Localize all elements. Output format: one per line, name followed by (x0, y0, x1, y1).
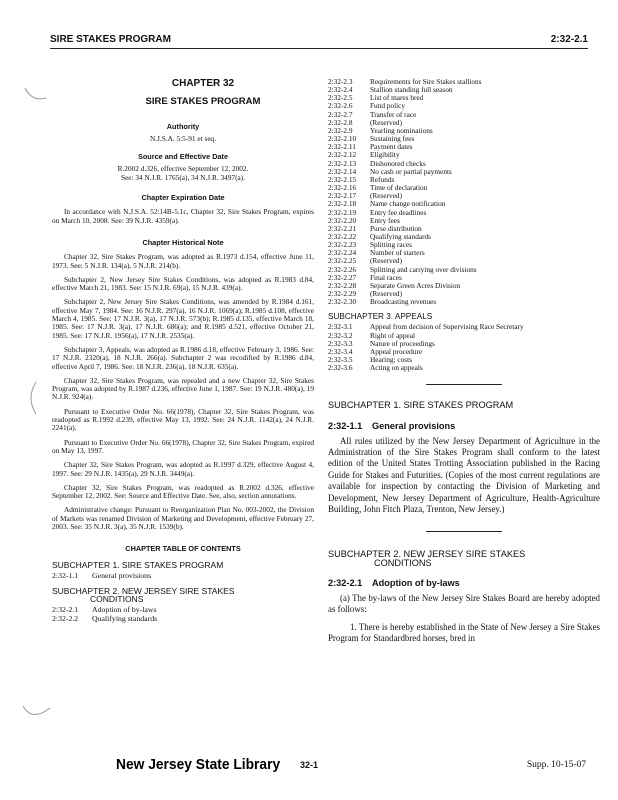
toc-entry: 2:32-2.22 Qualifying standards (328, 231, 431, 241)
toc-entry: 2:32-2.26 Splitting and carrying over divisions (328, 264, 477, 274)
toc-entry: 2:32-3.4 Appeal procedure (328, 346, 423, 356)
toc-entry: 2:32-3.5 Hearing; costs (328, 355, 412, 365)
toc-entry: 2:32-2.18 Name change notification (328, 199, 446, 209)
toc-entry: 2:32-2.11 Payment dates (328, 142, 413, 152)
history-note: Chapter 32, Sire Stakes Program, was adopted as R.1997 d.329, effective August 4, 1997. See: 29 N.J.R. 1435(a), 29 N.J.R. 3449(a). (52, 460, 314, 478)
toc-entry: 2:32-2.21 Purse distribution (328, 223, 422, 233)
section-divider (426, 384, 502, 385)
section-text: (a) The by-laws of the New Jersey Sire Stakes Board are hereby adopted as follows: (328, 592, 600, 615)
toc-entry: 2:32-1.1 General provisions (52, 570, 152, 580)
history-note: Pursuant to Executive Order No. 66(1978), Chapter 32, Sire Stakes Program, was readopted as R.1992 d.239, effective May 13, 1992. See: 24 N.J.R. 1142(a), 24 N.J.R. 2241(a). (52, 406, 314, 433)
toc-subchapter-2: SUBCHAPTER 2. NEW JERSEY SIRE STAKES CONDITIONS (52, 585, 235, 605)
toc-entry: 2:32-3.6 Acting on appeals (328, 363, 423, 373)
right-column (328, 78, 600, 644)
toc-entry: 2:32-2.23 Splitting races (328, 240, 412, 250)
toc-entry: 2:32-2.10 Sustaining fees (328, 134, 415, 144)
section-heading: 2:32-2.1 Adoption of by-laws (328, 577, 460, 588)
authority-text: N.J.S.A. 5:5-91 et seq. (149, 133, 217, 143)
toc-entry: 2:32-2.17 (Reserved) (328, 191, 403, 201)
history-note: Pursuant to Executive Order No. 66(1978), Chapter 32, Sire Stakes Program, expired on May 13, 1997. (52, 437, 314, 455)
section-text: 1. There is hereby established in the State of New Jersey a Sire Stakes Program for Standardbred horses, bred in (328, 621, 600, 643)
toc-entry: 2:32-2.12 Eligibility (328, 150, 400, 160)
page-number: 32-1 (300, 760, 319, 770)
history-note: Chapter 32, Sire Stakes Program, was repealed and a new Chapter 32, Sire Stakes Program, was adopted by R.1987 d.236, effective June 1, 1987. See: 19 N.J.R. 480(a), 19 N.J.R. 924(a). (52, 375, 314, 402)
running-head-title: SIRE STAKES PROGRAM (50, 34, 171, 45)
toc-entry: 2:32-3.3 Nature of proceedings (328, 338, 435, 348)
history-heading: Chapter Historical Note (142, 237, 224, 247)
history-note: Subchapter 3, Appeals, was adopted as R.1986 d.18, effective February 3, 1986. See: 17 N.J.R. 2320(a), 18 N.J.R. 266(a). Subchapter 2 was recodified by R.1986 d.84, effective April 7, 1986. See: 18 N.J.R. 236(a), 18 N.J.R. 635(a). (52, 344, 314, 371)
expiration-heading: Chapter Expiration Date (141, 193, 225, 203)
source-heading: Source and Effective Date (137, 152, 229, 162)
toc-entry: 2:32-2.27 Final races (328, 272, 402, 282)
toc-entry: 2:32-2.19 Entry fee deadlines (328, 207, 427, 217)
expiration-text: In accordance with N.J.S.A. 52:14B-5.1c, Chapter 32, Sire Stakes Program, expires on March 10, 2008. See: 39 N.J.R. 4359(a). (52, 207, 314, 225)
toc-entry: 2:32-2.29 (Reserved) (328, 289, 403, 299)
left-column (52, 80, 314, 623)
toc-entry: 2:32-2.15 Refunds (328, 174, 395, 184)
history-note: Subchapter 2, New Jersey Sire Stakes Conditions, was amended by R.1984 d.161, effective May 7, 1984. See: 16 N.J.R. 297(a), 16 N.J.R. 1069(a); R.1985 d.108, effective March 4, 1985. See: 17 N.J.R. 3(a), 17 N.J.R. 573(b); R.1985 d.135, effective March 18, 1985. See: 17 N.J.R. 3(a), 17 N.J.R. 686(a); and R.1985 d.521, effective October 21, 1985. See: 17 N.J.R. 1956(a), 17 N.J.R. 2535(a). (52, 297, 314, 340)
history-note: Chapter 32, Sire Stakes Program, was adopted as R.1973 d.154, effective June 11, 1973. See: 5 N.J.R. 134(a), 5 N.J.R. 214(b). (52, 252, 314, 270)
section-text: All rules utilized by the New Jersey Department of Agriculture in the Administration of the Sire Stakes Program shall conform to the latest edition of the United States Trotting Association published in the Racing Guide for Stakes and Futurities. (Copies of the most current regulations are available for inspection by contacting the Division of Marketing and Development, New Jersey Department of Agriculture, Health-Agriculture Building, John Fitch Plaza, Trenton, New Jersey.) (328, 435, 600, 515)
toc-entry: 2:32-2.6 Fund policy (328, 101, 406, 111)
toc-entry: 2:32-2.14 No cash or partial payments (328, 166, 452, 176)
chapter-number: CHAPTER 32 (171, 78, 235, 89)
toc-subchapter-3: SUBCHAPTER 3. APPEALS (328, 312, 433, 322)
history-note: Chapter 32, Sire Stakes Program, was readopted as R.2002 d.326, effective September 12, 2002. See: Source and Effective Date. See, also, section annotations. (52, 482, 314, 501)
section-divider (426, 531, 502, 532)
subchapter-2-heading: SUBCHAPTER 2. NEW JERSEY SIRE STAKES CONDITIONS (328, 549, 526, 568)
source-text-1: R.2002 d.326, effective September 12, 2002. (117, 164, 249, 174)
toc-entry: 2:32-2.20 Entry fees (328, 215, 400, 225)
toc-entry: 2:32-2.28 Separate Green Acres Division (328, 280, 461, 290)
source-text-2: See: 34 N.J.R. 1765(a), 34 N.J.R. 3497(a). (120, 172, 246, 182)
library-stamp: New Jersey State Library (116, 756, 281, 773)
binder-hole-mark-bottom (20, 700, 54, 722)
running-head (50, 34, 588, 48)
toc-heading: CHAPTER TABLE OF CONTENTS (125, 544, 241, 554)
toc-continued (328, 78, 600, 306)
toc-entry: 2:32-2.24 Number of starters (328, 248, 425, 258)
running-head-section: 2:32-2.1 (550, 34, 588, 45)
binder-hole-mark-middle (22, 380, 42, 416)
section-heading: 2:32-1.1 General provisions (328, 420, 456, 431)
binder-hole-mark-top (22, 84, 50, 104)
page-footer (0, 752, 618, 782)
toc-entry: 2:32-2.7 Transfer of race (328, 109, 417, 119)
toc-entry: 2:32-2.30 Broadcasting revenues (328, 297, 437, 307)
chapter-title: SIRE STAKES PROGRAM (145, 96, 261, 108)
toc-entry: 2:32-2.25 (Reserved) (328, 256, 403, 266)
authority-heading: Authority (166, 121, 200, 131)
toc-entry: 2:32-2.8 (Reserved) (328, 117, 403, 127)
toc-entry: 2:32-2.9 Yearling nominations (328, 125, 433, 135)
toc-entry: 2:32-2.13 Dishonored checks (328, 158, 426, 168)
history-note: Subchapter 2, New Jersey Sire Stakes Conditions, was adopted as R.1983 d.84, effective March 21, 1983. See: 15 N.J.R. 69(a), 15 N.J.R. 439(a). (52, 274, 314, 293)
toc-entry: 2:32-2.5 List of mares bred (328, 93, 424, 103)
toc-entry: 2:32-3.2 Right of appeal (328, 330, 415, 340)
header-rule (50, 48, 588, 49)
toc-entry: 2:32-3.1 Appeal from decision of Supervising Race Secretary (328, 322, 524, 332)
toc-entry: 2:32-2.1 Adoption of by-laws (52, 605, 157, 615)
supplement-date: Supp. 10-15-07 (526, 760, 586, 770)
history-note: Administrative change: Pursuant to Reorganization Plan No. 003-2002, the Division of Markets was renamed Division of Marketing and Development, effective February 27, 2003. See: 35 N.J.R. 3(a), 35 N.J.R. 1539(b). (52, 505, 314, 531)
toc-entry: 2:32-2.2 Qualifying standards (52, 614, 158, 624)
toc-entry: 2:32-2.16 Time of declaration (328, 183, 428, 193)
toc-entry: 2:32-2.3 Requirements for Sire Stakes stallions (328, 77, 482, 86)
toc-entry: 2:32-2.4 Stallion standing full season (328, 85, 453, 95)
toc-subchapter-1: SUBCHAPTER 1. SIRE STAKES PROGRAM (52, 559, 224, 570)
subchapter-1-heading: SUBCHAPTER 1. SIRE STAKES PROGRAM (328, 400, 514, 411)
